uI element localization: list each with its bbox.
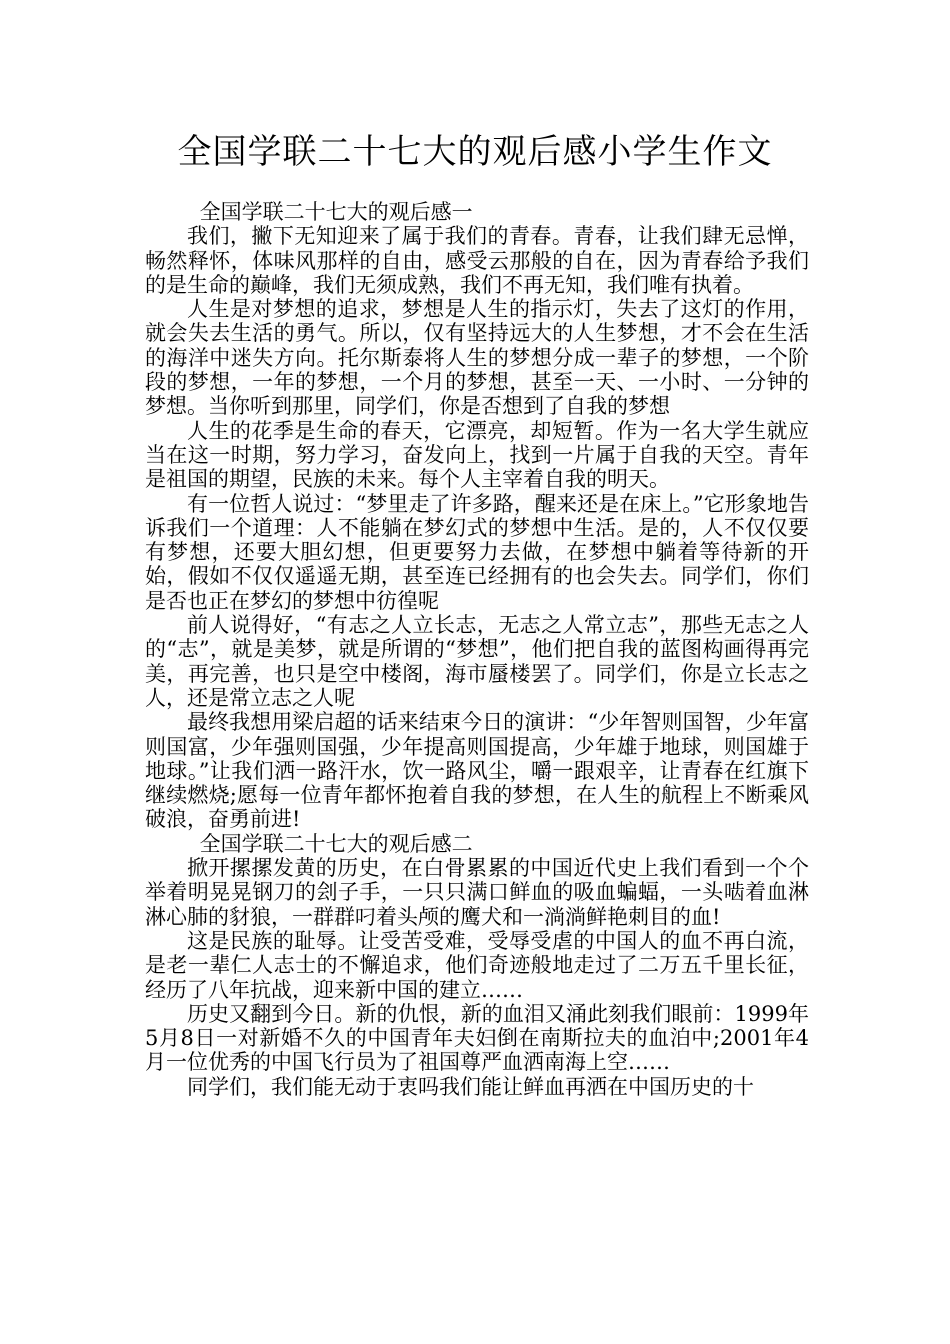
section-heading-1: 全国学联二十七大的观后感一 xyxy=(199,200,473,224)
paragraph: 人生是对梦想的追求，梦想是人生的指示灯，失去了这灯的作用，就会失去生活的勇气。所以，仅有坚持远大的人生梦想，才不会在生活的海洋中迷失方向。托尔斯泰将人生的梦想分成一辈子的梦想，一个阶段的梦想，一年的梦想，一个月的梦想，甚至一天、一小时、一分钟的梦想。当你听到那里，同学们，你是否想到了自我的梦想 xyxy=(145,297,809,419)
paragraph: 历史又翻到今日。新的仇恨，新的血泪又涌此刻我们眼前：1999年5月8日一对新婚不久的中国青年夫妇倒在南斯拉夫的血泊中;2001年4月一位优秀的中国飞行员为了祖国尊严血洒南海上空…… xyxy=(145,1001,809,1075)
section-heading-2: 全国学联二十七大的观后感二 xyxy=(199,831,473,856)
paragraph: 前人说得好，“有志之人立长志，无志之人常立志”，那些无志之人的“志”，就是美梦，就是所谓的“梦想”，他们把自我的蓝图构画得再完美，再完善，也只是空中楼阁，海市蜃楼罢了。同学们，你是立长志之人，还是常立志之人呢 xyxy=(145,613,809,710)
paragraph: 掀开摞摞发黄的历史，在白骨累累的中国近代史上我们看到一个个举着明晃晃钢刀的刽子手，一只只满口鲜血的吸血蝙蝠，一头啮着血淋淋心肺的豺狼，一群群叼着头颅的鹰犬和一淌淌鲜艳刺目的血! xyxy=(145,856,809,929)
paragraph: 人生的花季是生命的春天，它漂亮，却短暂。作为一名大学生就应当在这一时期，努力学习，奋发向上，找到一片属于自我的天空。青年是祖国的期望，民族的未来。每个人主宰着自我的明天。 xyxy=(145,418,809,492)
paragraph: 我们，撇下无知迎来了属于我们的青春。青春，让我们肆无忌惮，畅然释怀，体味风那样的自由，感受云那般的自在，因为青春给予我们的是生命的巅峰，我们无须成熟，我们不再无知，我们唯有执着。 xyxy=(145,224,809,297)
document-body xyxy=(145,200,809,1099)
paragraph: 最终我想用梁启超的话来结束今日的演讲：“少年智则国智，少年富则国富，少年强则国强，少年提高则国提高，少年雄于地球，则国雄于地球。”让我们洒一路汗水，饮一路风尘，嚼一跟艰辛，让青春在红旗下继续燃烧;愿每一位青年都怀抱着自我的梦想，在人生的航程上不断乘风破浪，奋勇前进! xyxy=(145,710,809,832)
paragraph: 同学们，我们能无动于衷吗我们能让鲜血再洒在中国历史的十 xyxy=(187,1074,754,1099)
paragraph: 有一位哲人说过：“梦里走了许多路，醒来还是在床上。”它形象地告诉我们一个道理：人不能躺在梦幻式的梦想中生活。是的，人不仅仅要有梦想，还要大胆幻想，但更要努力去做，在梦想中躺着等待新的开始，假如不仅仅遥遥无期，甚至连已经拥有的也会失去。同学们，你们是否也正在梦幻的梦想中彷徨呢 xyxy=(145,491,809,613)
document-title: 全国学联二十七大的观后感小学生作文 xyxy=(177,132,773,172)
paragraph: 这是民族的耻辱。让受苦受难，受辱受虐的中国人的血不再白流，是老一辈仁人志士的不懈追求，他们奇迹般地走过了二万五千里长征，经历了八年抗战，迎来新中国的建立…… xyxy=(145,928,809,1002)
